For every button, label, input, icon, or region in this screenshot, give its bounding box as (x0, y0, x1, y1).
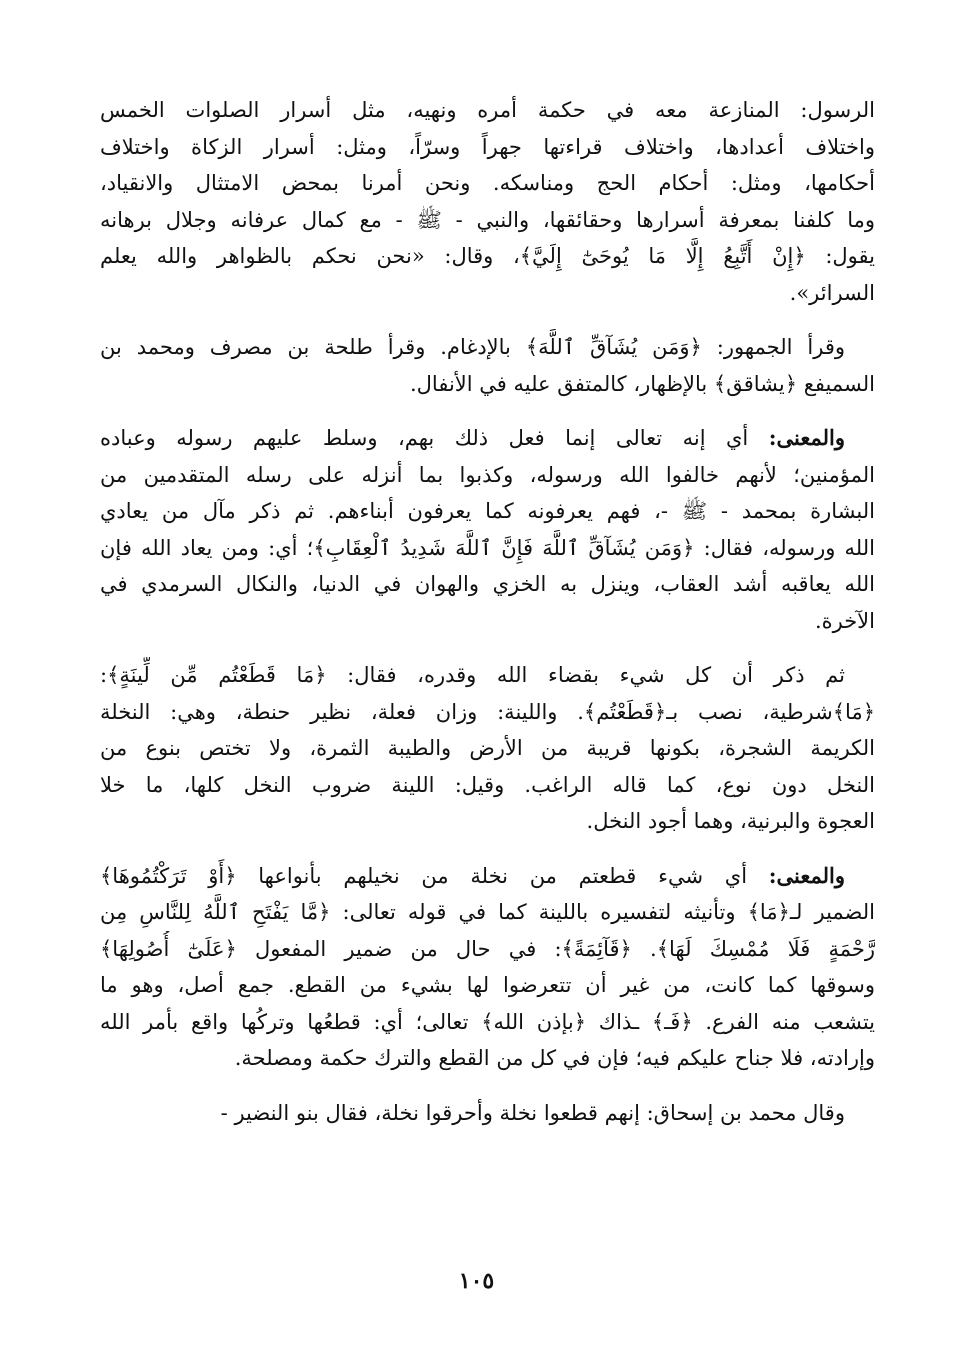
text-line: وما كلفنا بمعرفة أسرارها وحقائقها، والنبي - ﷺ - مع كمال عرفانه وجلال برهانه (100, 207, 875, 232)
paragraph-1 (100, 92, 875, 311)
page-number: ١٠٥ (458, 1268, 495, 1294)
text-line: الآخرة. (814, 608, 875, 633)
paragraph-6 (100, 1095, 875, 1132)
text-line: الضمير لـ﴿مَا﴾ وتأنيثه لتفسيره باللينة كما في قوله تعالى: ﴿مَّا يَفْتَحِ ٱللَّهُ لِلنَّاسِ مِن (100, 900, 875, 924)
text-line: العجوة والبرنية، وهما أجود النخل. (586, 809, 875, 833)
text-line: يتشعب منه الفرع. ﴿فَـ﴾ ـذاك ﴿بإذن الله﴾ تعالى؛ أي: قطعُها وتركُها واقع بأمر الله (100, 1009, 875, 1034)
paragraph-4 (100, 657, 875, 840)
paragraph-lead: والمعنى: (768, 862, 845, 888)
text-line: وقرأ الجمهور: ﴿وَمَن يُشَآقِّ ٱللَّهَ﴾ بالإدغام. وقرأ طلحة بن مصرف ومحمد بن (100, 335, 845, 359)
text-line: المؤمنين؛ لأنهم خالفوا الله ورسوله، وكذبوا بما أنزله على رسله المتقدمين من (100, 462, 875, 487)
text-line: السرائر». (789, 280, 875, 305)
text-line: وقال محمد بن إسحاق: إنهم قطعوا نخلة وأحرقوا نخلة، فقال بنو النضير - (220, 1100, 845, 1125)
text-line: يقول: ﴿إِنْ أَتَّبِعُ إِلَّا مَا يُوحَىٰٓ إِلَيَّ﴾، وقال: «نحن نحكم بالظواهر والله يعلم (100, 244, 875, 268)
text-line: وسوقها كما كانت، من غير أن تتعرضوا لها بشيء من القطع. جمع أصل، وهو ما (100, 973, 875, 997)
paragraph-lead: والمعنى: (768, 425, 845, 450)
text-line: الله يعاقبه أشد العقاب، وينزل به الخزي والهوان في الدنيا، والنكال السرمدي في (100, 572, 875, 596)
text-line: الكريمة الشجرة، بكونها قريبة من الأرض والطيبة الثمرة، ولا تختص بنوع من (100, 736, 875, 760)
text-line-rest: أي إنه تعالى إنما فعل ذلك بهم، وسلط عليهم رسوله وعباده (100, 426, 769, 450)
text-line: النخل دون نوع، كما قاله الراغب. وقيل: اللينة ضروب النخل كلها، ما خلا (100, 772, 875, 797)
text-line: أحكامها، ومثل: أحكام الحج ومناسكه. ونحن أمرنا بمحض الامتثال والانقياد، (100, 171, 875, 195)
text-line: وإرادته، فلا جناح عليكم فيه؛ فإن في كل من القطع والترك حكمة ومصلحة. (234, 1046, 875, 1070)
text-line: السميفع ﴿يشاقق﴾ بالإظهار، كالمتفق عليه في الأنفال. (409, 371, 875, 396)
text-line: رَّحْمَةٍ فَلَا مُمْسِكَ لَهَا﴾. ﴿قَآئِمَةً﴾: في حال من ضمير المفعول ﴿عَلَىٰٓ أُصُولِهَا﴾ (100, 936, 875, 961)
page-body (100, 92, 875, 1149)
text-line: الرسول: المنازعة معه في حكمة أمره ونهيه، مثل أسرار الصلوات الخمس (100, 98, 875, 122)
text-line: ﴿مَا﴾شرطية، نصب بـ﴿قَطَعْتُم﴾. واللينة: وزان فعلة، نظير حنطة، وهي: النخلة (100, 699, 875, 724)
text-line: ثم ذكر أن كل شيء بقضاء الله وقدره، فقال: ﴿مَا قَطَعْتُم مِّن لِّينَةٍ﴾: (100, 663, 845, 687)
paragraph-2 (100, 329, 875, 402)
text-line: البشارة بمحمد - ﷺ -، فهم يعرفونه كما يعرفون أبناءهم. ثم ذكر مآل من يعادي (100, 499, 875, 523)
text-line-rest: أي شيء قطعتم من نخلة من نخيلهم بأنواعها ﴿أَوْ تَرَكْتُمُوهَا﴾ (100, 863, 769, 888)
text-line (100, 858, 875, 895)
text-line: واختلاف أعدادها، واختلاف قراءتها جهراً وسرّاً، ومثل: أسرار الزكاة واختلاف (100, 134, 875, 159)
text-line: الله ورسوله، فقال: ﴿وَمَن يُشَآقِّ ٱللَّهَ فَإِنَّ ٱللَّهَ شَدِيدُ ٱلْعِقَابِ﴾؛ أي: ومن يعاد الله فإن (100, 535, 875, 560)
paragraph-3 (100, 420, 875, 639)
text-line (100, 420, 875, 457)
paragraph-5 (100, 858, 875, 1077)
